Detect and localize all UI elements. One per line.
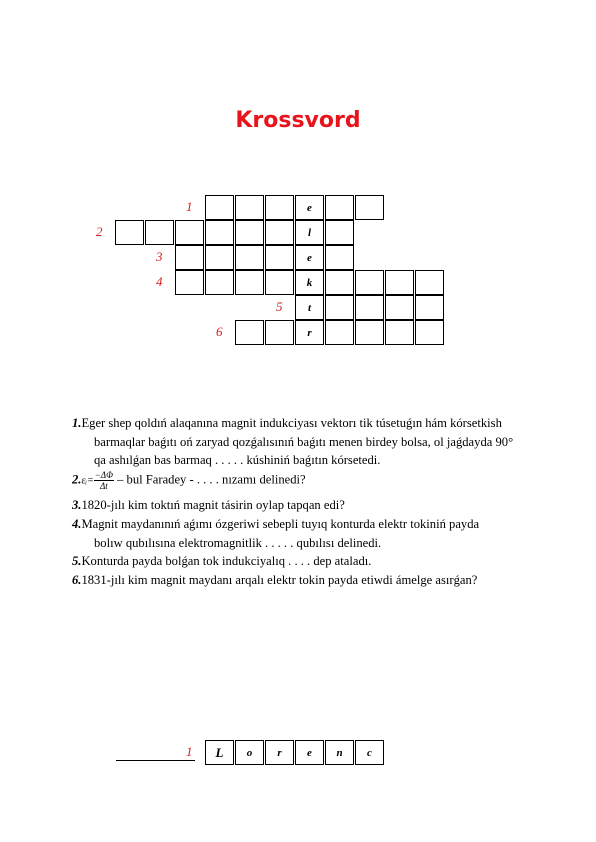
row-number: 5 [276,299,283,314]
question-number: 1. [72,416,82,430]
question-number: 4. [72,517,82,531]
answer-letter-cell[interactable]: e [295,740,324,765]
page-title: Krossvord [235,108,361,133]
question-number: 6. [72,573,82,587]
question-text-cont: bolıw qubılısına elektromagnitlik . . . . . qubılısı delinedi. [94,535,382,550]
answer-letter-cell[interactable]: r [265,740,294,765]
answer-row-number: 1 [186,744,193,759]
formula-denominator: Δt [99,481,108,491]
key-letter-cell[interactable]: l [295,220,324,245]
key-letter-cell[interactable]: e [295,245,324,270]
row-number: 3 [156,249,163,264]
answer-letter-cell[interactable]: o [235,740,264,765]
formula-lhs: εᵢ= [81,475,94,487]
question-text: Konturda payda bolǵan tok indukciyalıq . . . . dep ataladı. [81,554,372,568]
answer-letter-cell[interactable]: n [325,740,354,765]
row-number: 2 [96,224,103,239]
key-letter-cell[interactable]: e [295,195,324,220]
question-text-cont: qa ashılǵan bas barmaq . . . . . kúshiniń baǵıtın kórsetedi. [94,453,381,467]
row-number: 4 [156,274,163,289]
answer-letter-cell[interactable]: L [205,740,234,765]
row-number: 6 [216,324,223,339]
question-text: Eger shep qoldıń alaqanına magnit indukciyası vektorı tik túsetuǵın hám kórsetkish [81,416,502,430]
row-number: 1 [186,199,193,214]
question-text: Magnit maydanınıń aǵımı ózgeriwi sebepli tuyıq konturda elektr tokiniń payda [81,517,480,531]
question-number: 2. [72,472,82,487]
question-text: 1820-jılı kim toktıń magnit tásirin oylap tapqan edi? [81,498,345,512]
key-letter-cell[interactable]: r [295,320,324,345]
question-text: 1831-jılı kim magnit maydanı arqalı elektr tokin payda etiwdi ámelge asırǵan? [81,573,478,587]
question-number: 5. [72,554,82,568]
question-number: 3. [72,498,82,512]
formula-numerator: −ΔΦ [94,470,113,480]
key-letter-cell[interactable]: k [295,270,324,295]
question-text-cont: barmaqlar baǵıtı oń zaryad qozǵalısınıń baǵıtı menen birdey bolsa, ol jaǵdayda 90° [94,434,514,449]
answer-letter-cell[interactable]: c [355,740,384,765]
key-letter-cell[interactable]: t [295,295,324,320]
question-text: – bul Faradey - . . . . nızamı delinedi? [113,472,306,487]
